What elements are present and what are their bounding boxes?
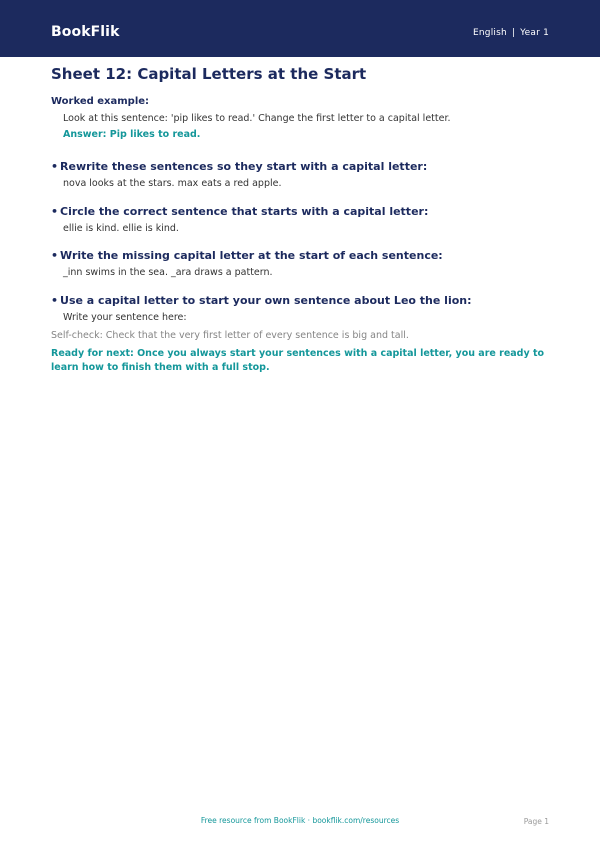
- header-bar: [0, 0, 600, 57]
- task-item: [51, 294, 551, 323]
- task-question-text: Circle the correct sentence that starts with a capital letter:: [60, 205, 429, 218]
- bullet-icon: •: [51, 294, 59, 307]
- task-question-text: Write the missing capital letter at the start of each sentence:: [60, 249, 443, 262]
- brand-logo-text[interactable]: BookFlik: [51, 24, 120, 40]
- ready-for-next-text: Ready for next: Once you always start your sentences with a capital letter, you are ready to learn how to finish them with a full stop.: [51, 348, 545, 373]
- task-content: _inn swims in the sea. _ara draws a pattern.: [63, 267, 273, 278]
- bullet-icon: •: [51, 249, 59, 262]
- footer-link[interactable]: Free resource from BookFlik · bookflik.com/resources: [200, 816, 400, 825]
- task-content: ellie is kind. ellie is kind.: [63, 223, 179, 234]
- task-item: [51, 160, 551, 189]
- subject-label: English: [473, 28, 507, 38]
- header-meta: [473, 28, 549, 38]
- self-check-text: Self-check: Check that the very first letter of every sentence is big and tall.: [51, 330, 409, 341]
- task-question-text: Use a capital letter to start your own sentence about Leo the lion:: [60, 294, 472, 307]
- task-question: [51, 205, 551, 218]
- task-content: nova looks at the stars. max eats a red apple.: [63, 178, 282, 189]
- task-content: Write your sentence here:: [63, 312, 187, 323]
- task-question: [51, 294, 551, 307]
- sheet-title: Sheet 12: Capital Letters at the Start: [51, 65, 367, 83]
- worked-example-text: Look at this sentence: 'pip likes to read.' Change the first letter to a capital letter.: [63, 113, 451, 124]
- meta-separator: |: [511, 28, 516, 38]
- page-number: Page 1: [523, 817, 549, 826]
- bullet-icon: •: [51, 205, 59, 218]
- task-item: [51, 249, 551, 278]
- year-label: Year 1: [520, 28, 549, 38]
- task-question-text: Rewrite these sentences so they start with a capital letter:: [60, 160, 428, 173]
- task-question: [51, 249, 551, 262]
- worked-example-answer: Answer: Pip likes to read.: [63, 129, 201, 140]
- worked-example-label: Worked example:: [51, 96, 150, 107]
- bullet-icon: •: [51, 160, 59, 173]
- task-question: [51, 160, 551, 173]
- task-item: [51, 205, 551, 234]
